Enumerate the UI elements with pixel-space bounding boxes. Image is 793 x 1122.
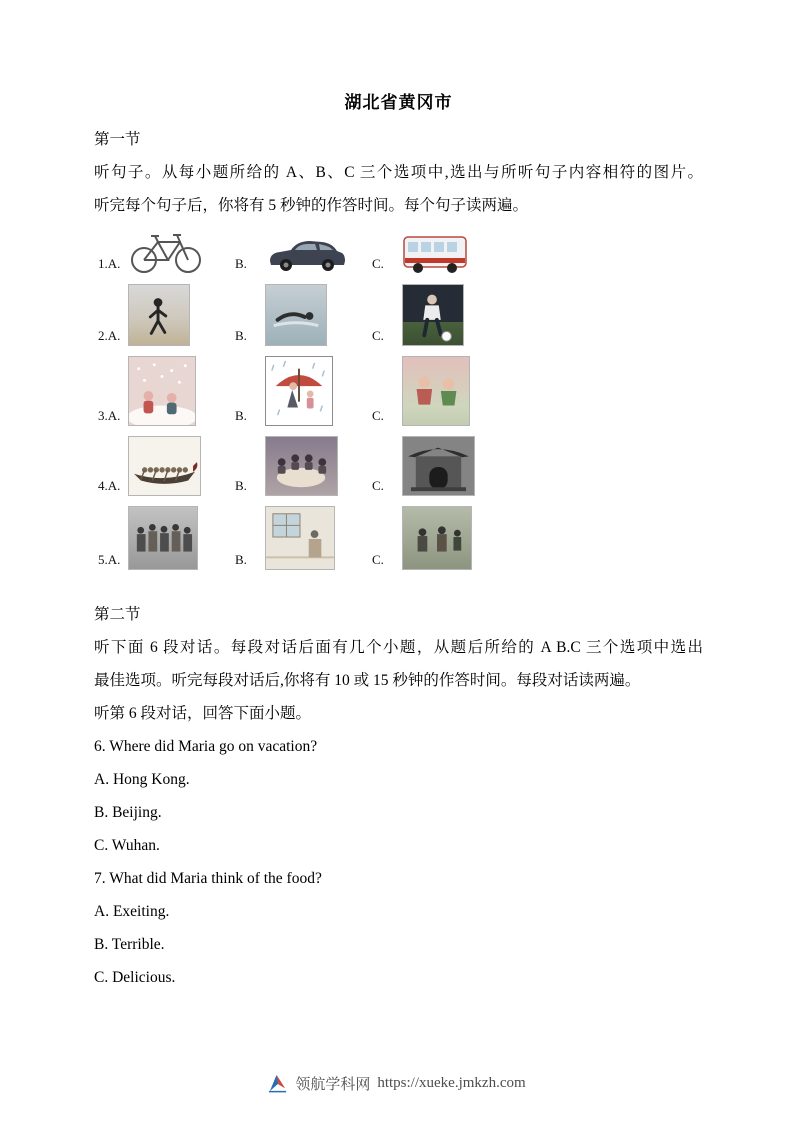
image-1b-car: [265, 232, 347, 274]
picture-row-3: [98, 356, 703, 426]
image-3c-children-playing: [402, 356, 470, 426]
choice-cell-5b: [235, 506, 372, 570]
room-window-icon: [266, 507, 334, 569]
picture-options-grid: [94, 228, 703, 570]
question-7-text: 7. What did Maria think of the food?: [94, 870, 322, 887]
choice-cell-5a: [98, 506, 235, 570]
question-7-option-c: C. Delicious.: [94, 969, 176, 986]
section2-instructions-line1: 听下面 6 段对话。每段对话后面有几个小题，从题后所给的 A B.C 三个选项中选出: [94, 639, 703, 656]
choice-cell-1c: [372, 234, 509, 274]
section2-instructions-line3: 听第 6 段对话，回答下面小题。: [94, 705, 312, 722]
snow-scene-icon: [129, 357, 195, 425]
footer-watermark: [0, 1073, 793, 1094]
outdoor-people-icon: [403, 507, 471, 569]
image-2c-playing-soccer: [402, 284, 464, 346]
question-7-option-b: B. Terrible.: [94, 936, 165, 953]
question-6-option-a: A. Hong Kong.: [94, 771, 190, 788]
runner-icon: [129, 285, 189, 345]
group-people-icon: [129, 507, 197, 569]
choice-cell-4a: [98, 436, 235, 496]
image-5a-group-photo: [128, 506, 198, 570]
choice-label-2b: B.: [235, 328, 247, 343]
choice-label-3c: C.: [372, 408, 384, 423]
question-6-option-c: C. Wuhan.: [94, 837, 160, 854]
choice-cell-3a: [98, 356, 235, 426]
section1-instructions-line2: 听完每个句子后，你将有 5 秒钟的作答时间。每个句子读两遍。: [94, 197, 529, 214]
bus-icon: [402, 234, 468, 274]
question-6-text: 6. Where did Maria go on vacation?: [94, 738, 318, 755]
choice-label-5a: 5.A.: [98, 552, 121, 567]
choice-cell-4c: [372, 436, 509, 496]
section2-heading: 第二节: [94, 606, 141, 623]
question-6-option-b: B. Beijing.: [94, 804, 162, 821]
choice-cell-4b: [235, 436, 372, 496]
temple-gate-icon: [403, 437, 474, 495]
dinner-table-icon: [266, 437, 337, 495]
image-1c-bus: [402, 234, 468, 274]
image-5c-people-outdoors: [402, 506, 472, 570]
children-icon: [403, 357, 469, 425]
image-1a-bicycle: [128, 228, 204, 274]
swimmer-icon: [266, 285, 326, 345]
choice-cell-5c: [372, 506, 509, 570]
dragon-boat-icon: [129, 437, 200, 495]
car-icon: [265, 232, 347, 274]
image-5b-room-interior: [265, 506, 335, 570]
choice-cell-1b: [235, 232, 372, 274]
choice-label-2a: 2.A.: [98, 328, 121, 343]
choice-label-4b: B.: [235, 478, 247, 493]
choice-cell-1a: [98, 228, 235, 274]
choice-label-3b: B.: [235, 408, 247, 423]
section1-instructions-line1: 听句子。从每小题所给的 A、B、C 三个选项中,选出与所听句子内容相符的图片。: [94, 164, 703, 181]
choice-label-3a: 3.A.: [98, 408, 121, 423]
image-2b-swimming: [265, 284, 327, 346]
choice-label-5c: C.: [372, 552, 384, 567]
choice-label-2c: C.: [372, 328, 384, 343]
image-4a-dragon-boat: [128, 436, 201, 496]
xueke-logo-icon: [267, 1073, 288, 1094]
section2-instructions-line2: 最佳选项。听完每段对话后,你将有 10 或 15 秒钟的作答时间。每段对话读两遍。: [94, 672, 641, 689]
picture-row-4: [98, 436, 703, 496]
image-2a-running-on-beach: [128, 284, 190, 346]
bicycle-icon: [128, 228, 204, 274]
soccer-player-icon: [403, 285, 463, 345]
question-7-option-a: A. Exeiting.: [94, 903, 170, 920]
choice-label-1c: C.: [372, 256, 384, 271]
choice-cell-3b: [235, 356, 372, 426]
footer-url: https://xueke.jmkzh.com: [377, 1075, 526, 1091]
choice-cell-2a: [98, 284, 235, 346]
image-3b-mother-child-umbrella: [265, 356, 333, 426]
image-3a-children-in-snow: [128, 356, 196, 426]
section2: [94, 598, 703, 994]
page-title: 湖北省黄冈市: [344, 93, 453, 112]
choice-label-4a: 4.A.: [98, 478, 121, 493]
choice-label-1b: B.: [235, 256, 247, 271]
umbrella-icon: [266, 357, 332, 425]
choice-label-1a: 1.A.: [98, 256, 121, 271]
choice-cell-2c: [372, 284, 509, 346]
footer-site-name: 领航学科网: [295, 1077, 371, 1093]
picture-row-1: [98, 228, 703, 274]
choice-cell-2b: [235, 284, 372, 346]
picture-row-2: [98, 284, 703, 346]
image-4b-family-dinner: [265, 436, 338, 496]
picture-row-5: [98, 506, 703, 570]
image-4c-temple-gate: [402, 436, 475, 496]
choice-cell-3c: [372, 356, 509, 426]
choice-label-5b: B.: [235, 552, 247, 567]
choice-label-4c: C.: [372, 478, 384, 493]
section1-heading: 第一节: [94, 131, 141, 148]
